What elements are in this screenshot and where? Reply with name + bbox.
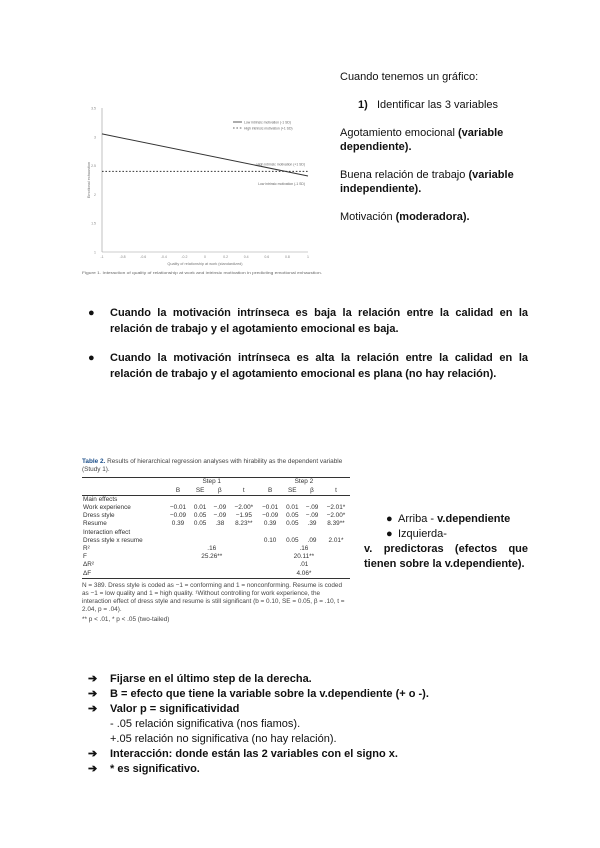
table-cell: 25.26**: [201, 553, 223, 561]
row-label: Main effects: [83, 495, 118, 503]
table-cell: 0.05: [286, 520, 299, 528]
table-row: [82, 520, 350, 528]
chart-svg: [80, 100, 325, 285]
table-row: [82, 504, 350, 512]
table-cell: [166, 529, 191, 537]
table-cell: 8.39**: [327, 520, 345, 528]
notes-step-1: [340, 98, 540, 112]
table-cell: F: [83, 553, 87, 561]
list-item: ➔ Interacción: donde están las 2 variables con el signo x.: [88, 748, 398, 760]
regression-table: [82, 458, 350, 624]
notes-intro: Cuando tenemos un gráfico:: [340, 71, 479, 83]
table-cell: .16: [299, 545, 309, 553]
bullet-icon: ●: [88, 307, 95, 319]
column-header: β: [210, 487, 230, 496]
table-cell: 20.11**: [293, 553, 315, 561]
bullet-text: Cuando la motivación intrínseca es baja la relación entre la calidad en la relación de trabajo y el agotamiento emocional es baja.: [110, 307, 528, 335]
table-cell: [322, 529, 350, 537]
arrow-icon: ➔: [88, 673, 98, 685]
table-cell: −.09: [305, 512, 319, 520]
chart-reading-notes: [340, 70, 540, 224]
x-tick-label: 0.4: [243, 255, 249, 259]
table-cell: [258, 529, 283, 537]
table-cell: ΔR²: [83, 561, 95, 569]
x-tick-label: -0.6: [140, 255, 147, 259]
row-label: Resume: [83, 520, 107, 528]
table-cell: 0.05: [193, 520, 207, 528]
x-tick-label: -0.4: [160, 255, 167, 259]
table-cell: −.09: [305, 504, 319, 512]
table-cell: 4.06*: [258, 570, 350, 579]
table-cell: [166, 495, 191, 504]
column-header: t: [230, 487, 258, 496]
interpretation-bullets: [88, 306, 528, 382]
arrow-icon: ➔: [88, 763, 98, 775]
list-item: ● Arriba - v.dependiente: [386, 513, 511, 525]
y-tick-label: 3: [94, 135, 96, 140]
y-axis-label: Emotional exhaustion: [87, 161, 91, 199]
arrow-icon: ➔: [88, 703, 98, 715]
table-cell: [166, 537, 191, 545]
step-text: Identificar las 3 variables: [376, 99, 499, 111]
bullet-icon: ●: [386, 528, 393, 540]
x-tick-label: -0.2: [181, 255, 188, 259]
list-item: ● Izquierda-: [386, 528, 447, 540]
table-header-row: [82, 487, 350, 496]
table-cell: 8.23**: [235, 520, 253, 528]
x-tick-label: 0.2: [223, 255, 229, 259]
bullet-icon: ●: [88, 352, 95, 364]
x-axis-label: Quality of relationship at work (standardized): [167, 262, 243, 266]
table-cell: [230, 495, 258, 504]
table-cell: −0.09: [262, 512, 279, 520]
series-label: Low intrinsic motivation (-1 SD): [258, 181, 305, 186]
legend-entry: High intrinsic motivation (+1 SD): [244, 126, 293, 131]
table-cell: −2.00*: [326, 512, 346, 520]
table-cell: [166, 570, 258, 579]
table-cell: [190, 537, 210, 545]
table-cell: R²: [83, 545, 90, 553]
y-tick-label: 2: [94, 192, 96, 197]
table-cell: −1.95: [235, 512, 252, 520]
predictors-explanation: v. predictoras (efectos que tienen sobre la v.dependiente).: [364, 543, 528, 570]
table-cell: 0.01: [286, 504, 299, 512]
x-tick-label: 1: [307, 255, 309, 259]
column-header: SE: [190, 487, 210, 496]
column-header: B: [258, 487, 283, 496]
table-cell: −0.09: [169, 512, 187, 520]
list-item: [88, 351, 528, 382]
x-tick-label: 0.8: [284, 255, 290, 259]
table-cell: −.09: [213, 512, 227, 520]
table-cell: [282, 529, 302, 537]
column-header: t: [322, 487, 350, 496]
table-stat-row: [82, 561, 350, 569]
list-item: ➔ * es significativo.: [88, 763, 200, 775]
variable-moderator: Motivación (moderadora).: [340, 211, 470, 223]
table-cell: [302, 529, 322, 537]
sub-item: - .05 relación significativa (nos fiamos).: [110, 718, 301, 730]
column-header: [82, 487, 166, 496]
row-label: Dress style x resume: [83, 536, 143, 544]
table-cell: [210, 529, 230, 537]
table-footnote: N = 389. Dress style is coded as −1 = conforming and 1 = nonconforming. Resume is coded as −1 = low quality and 1 = high quality. ¹Without controlling for work experience, the interaction effect of dress style and resume is still significant (b = 0.10, SE = 0.05, β = .10, t = 2.04, p = .04).: [82, 581, 345, 614]
table-cell: 0.05: [286, 512, 299, 520]
table-stat-row: [82, 553, 350, 561]
x-tick-label: 0.6: [264, 255, 270, 259]
table-cell: .16: [207, 545, 217, 553]
table-caption: Table 2. Results of hierarchical regression analyses with hirability as the dependent variable (Study 1).: [82, 458, 343, 474]
figure-caption: Figure 1. Interaction of quality of relationship at work and intrinsic motivation in predicting emotional exhaustion.: [82, 271, 323, 275]
bullet-text: Cuando la motivación intrínseca es alta la relación entre la calidad en la relación de trabajo y el agotamiento emocional es plana (no hay relación).: [110, 352, 528, 380]
table-cell: 0.39: [263, 520, 277, 528]
table-cell: [210, 537, 230, 545]
series-line: [102, 134, 308, 176]
row-label: Interaction effect: [83, 528, 131, 536]
table-cell: 2.01*: [328, 536, 344, 544]
list-item: ➔ Fijarse en el último step de la derecha.: [88, 673, 312, 685]
list-item: ➔ B = efecto que tiene la variable sobre la v.dependiente (+ o -).: [88, 688, 429, 700]
y-tick-label: 3.5: [91, 106, 96, 111]
x-tick-label: -1: [100, 255, 104, 259]
table-cell: 0.39: [171, 520, 185, 528]
column-header: β: [302, 487, 322, 496]
list-item: [88, 306, 528, 337]
column-header: B: [166, 487, 191, 496]
table-stat-row: [82, 570, 350, 579]
list-item: ➔ Valor p = significatividad: [88, 703, 240, 715]
table-cell: −0.01: [262, 504, 279, 512]
interaction-chart: [80, 100, 325, 285]
table-cell: [302, 495, 322, 504]
table-cell: .39: [307, 520, 317, 528]
table-cell: [230, 529, 258, 537]
table-cell: [258, 495, 283, 504]
y-tick-label: 2.5: [91, 164, 96, 169]
table-cell: [210, 495, 230, 504]
table-stat-row: [82, 545, 350, 553]
x-tick-label: -0.8: [119, 255, 126, 259]
y-tick-label: 1.5: [91, 221, 96, 226]
table-cell: [166, 561, 258, 569]
x-tick-label: 0: [204, 255, 206, 259]
table-cell: .09: [307, 536, 317, 544]
table-cell: −2.00*: [234, 504, 254, 512]
table-cell: ΔF: [82, 570, 166, 579]
row-label: Work experience: [83, 504, 131, 512]
table-row: [82, 495, 350, 504]
variable-dependent: Agotamiento emocional (variable dependiente).: [340, 127, 504, 153]
table-cell: 0.05: [286, 536, 299, 544]
table-cell: 0.05: [193, 512, 207, 520]
table-step-header: Step 1 Step 2: [82, 478, 350, 487]
y-tick-label: 1: [94, 250, 96, 255]
table-reading-notes: [364, 512, 528, 572]
table-cell: −.09: [213, 504, 227, 512]
series-label: High intrinsic motivation (+1 SD): [256, 162, 305, 167]
column-header: SE: [282, 487, 302, 496]
arrow-list: [88, 672, 518, 777]
table-cell: 0.01: [193, 504, 207, 512]
arrow-icon: ➔: [88, 748, 98, 760]
table-cell: .01: [299, 561, 309, 569]
table-cell: −0.01: [169, 504, 187, 512]
table-cell: .38: [215, 520, 225, 528]
row-label: Dress style: [83, 512, 115, 520]
sub-item: +.05 relación no significativa (no hay relación).: [110, 733, 337, 745]
variable-independent: Buena relación de trabajo (variable independiente).: [340, 169, 514, 195]
legend-entry: Low intrinsic motivation (-1 SD): [244, 120, 291, 125]
bullet-icon: ●: [386, 513, 393, 525]
table-row: [82, 529, 350, 537]
table-row: [82, 537, 350, 545]
step-number: 1): [358, 99, 368, 111]
table-cell: [230, 537, 258, 545]
table-cell: [190, 495, 210, 504]
table-cell: [190, 529, 210, 537]
arrow-icon: ➔: [88, 688, 98, 700]
table-body: [82, 477, 350, 578]
table-cell: [282, 495, 302, 504]
table-row: [82, 512, 350, 520]
table-cell: 0.10: [263, 536, 277, 544]
table-significance-note: ** p < .01, * p < .05 (two-tailed): [82, 615, 170, 623]
table-cell: −2.01*: [326, 504, 346, 512]
table-cell: [322, 495, 350, 504]
